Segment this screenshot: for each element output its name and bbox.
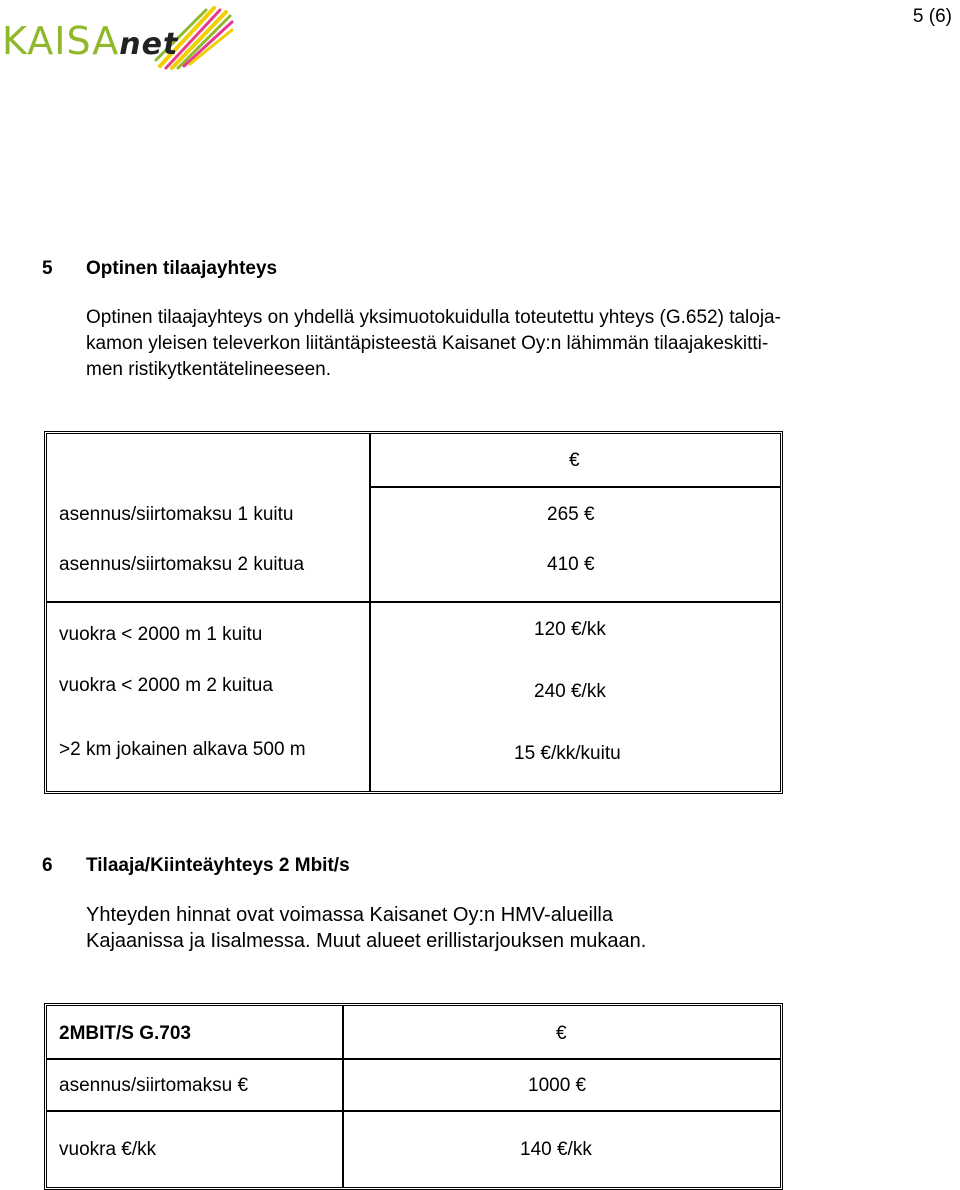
table-row-label: vuokra < 2000 m 1 kuitu: [59, 624, 263, 645]
row-divider: [47, 1110, 780, 1112]
section-5-title: Optinen tilaajayhteys: [86, 258, 278, 279]
paragraph-line: Kajaanissa ja Iisalmessa. Muut alueet erillistarjouksen mukaan.: [86, 930, 647, 952]
section-6-paragraph: [86, 902, 646, 954]
table-header-currency: €: [556, 1023, 567, 1044]
paragraph-line: Yhteyden hinnat ovat voimassa Kaisanet Oy:n HMV-alueilla: [86, 904, 613, 926]
table-row-label: vuokra < 2000 m 2 kuitua: [59, 675, 273, 696]
table-row-value: 410 €: [547, 554, 595, 575]
page-number: 5 (6): [912, 6, 952, 27]
table-row-value: 120 €/kk: [534, 619, 606, 640]
table-row-value: 1000 €: [528, 1075, 587, 1096]
table-row-label: vuokra €/kk: [59, 1139, 157, 1160]
table-row-label: >2 km jokainen alkava 500 m: [59, 739, 306, 760]
section-5-paragraph: [86, 305, 781, 383]
row-divider: [369, 486, 780, 488]
logo-kaisa: KAISA: [2, 19, 120, 63]
table-row-value: 240 €/kk: [534, 681, 606, 702]
section-6-number: 6: [42, 855, 53, 876]
mbit-price-table: [44, 1003, 783, 1190]
table-row-label: asennus/siirtomaksu €: [59, 1075, 249, 1096]
paragraph-line: men ristikytkentätelineeseen.: [86, 359, 332, 380]
table-row-value: 140 €/kk: [520, 1139, 592, 1160]
row-divider: [47, 1058, 780, 1060]
row-divider: [47, 601, 780, 603]
column-divider: [342, 1006, 344, 1187]
logo-text: [2, 19, 178, 63]
table-header-left: 2MBIT/S G.703: [59, 1023, 191, 1044]
table-row-value: 15 €/kk/kuitu: [514, 743, 621, 764]
section-5-number: 5: [42, 258, 53, 279]
table-row-value: 265 €: [547, 504, 595, 525]
logo-net: net: [119, 27, 179, 62]
paragraph-line: kamon yleisen televerkon liitäntäpisteestä Kaisanet Oy:n lähimmän tilaajakeskitti-: [86, 333, 769, 354]
optical-price-table: [44, 431, 783, 794]
kaisanet-logo: [2, 2, 242, 74]
paragraph-line: Optinen tilaajayhteys on yhdellä yksimuotokuidulla toteutettu yhteys (G.652) taloja-: [86, 307, 781, 328]
table-row-label: asennus/siirtomaksu 1 kuitu: [59, 504, 294, 525]
table-row-label: asennus/siirtomaksu 2 kuitua: [59, 554, 305, 575]
table-header-currency: €: [569, 450, 580, 471]
section-6-title: Tilaaja/Kiinteäyhteys 2 Mbit/s: [86, 855, 350, 876]
